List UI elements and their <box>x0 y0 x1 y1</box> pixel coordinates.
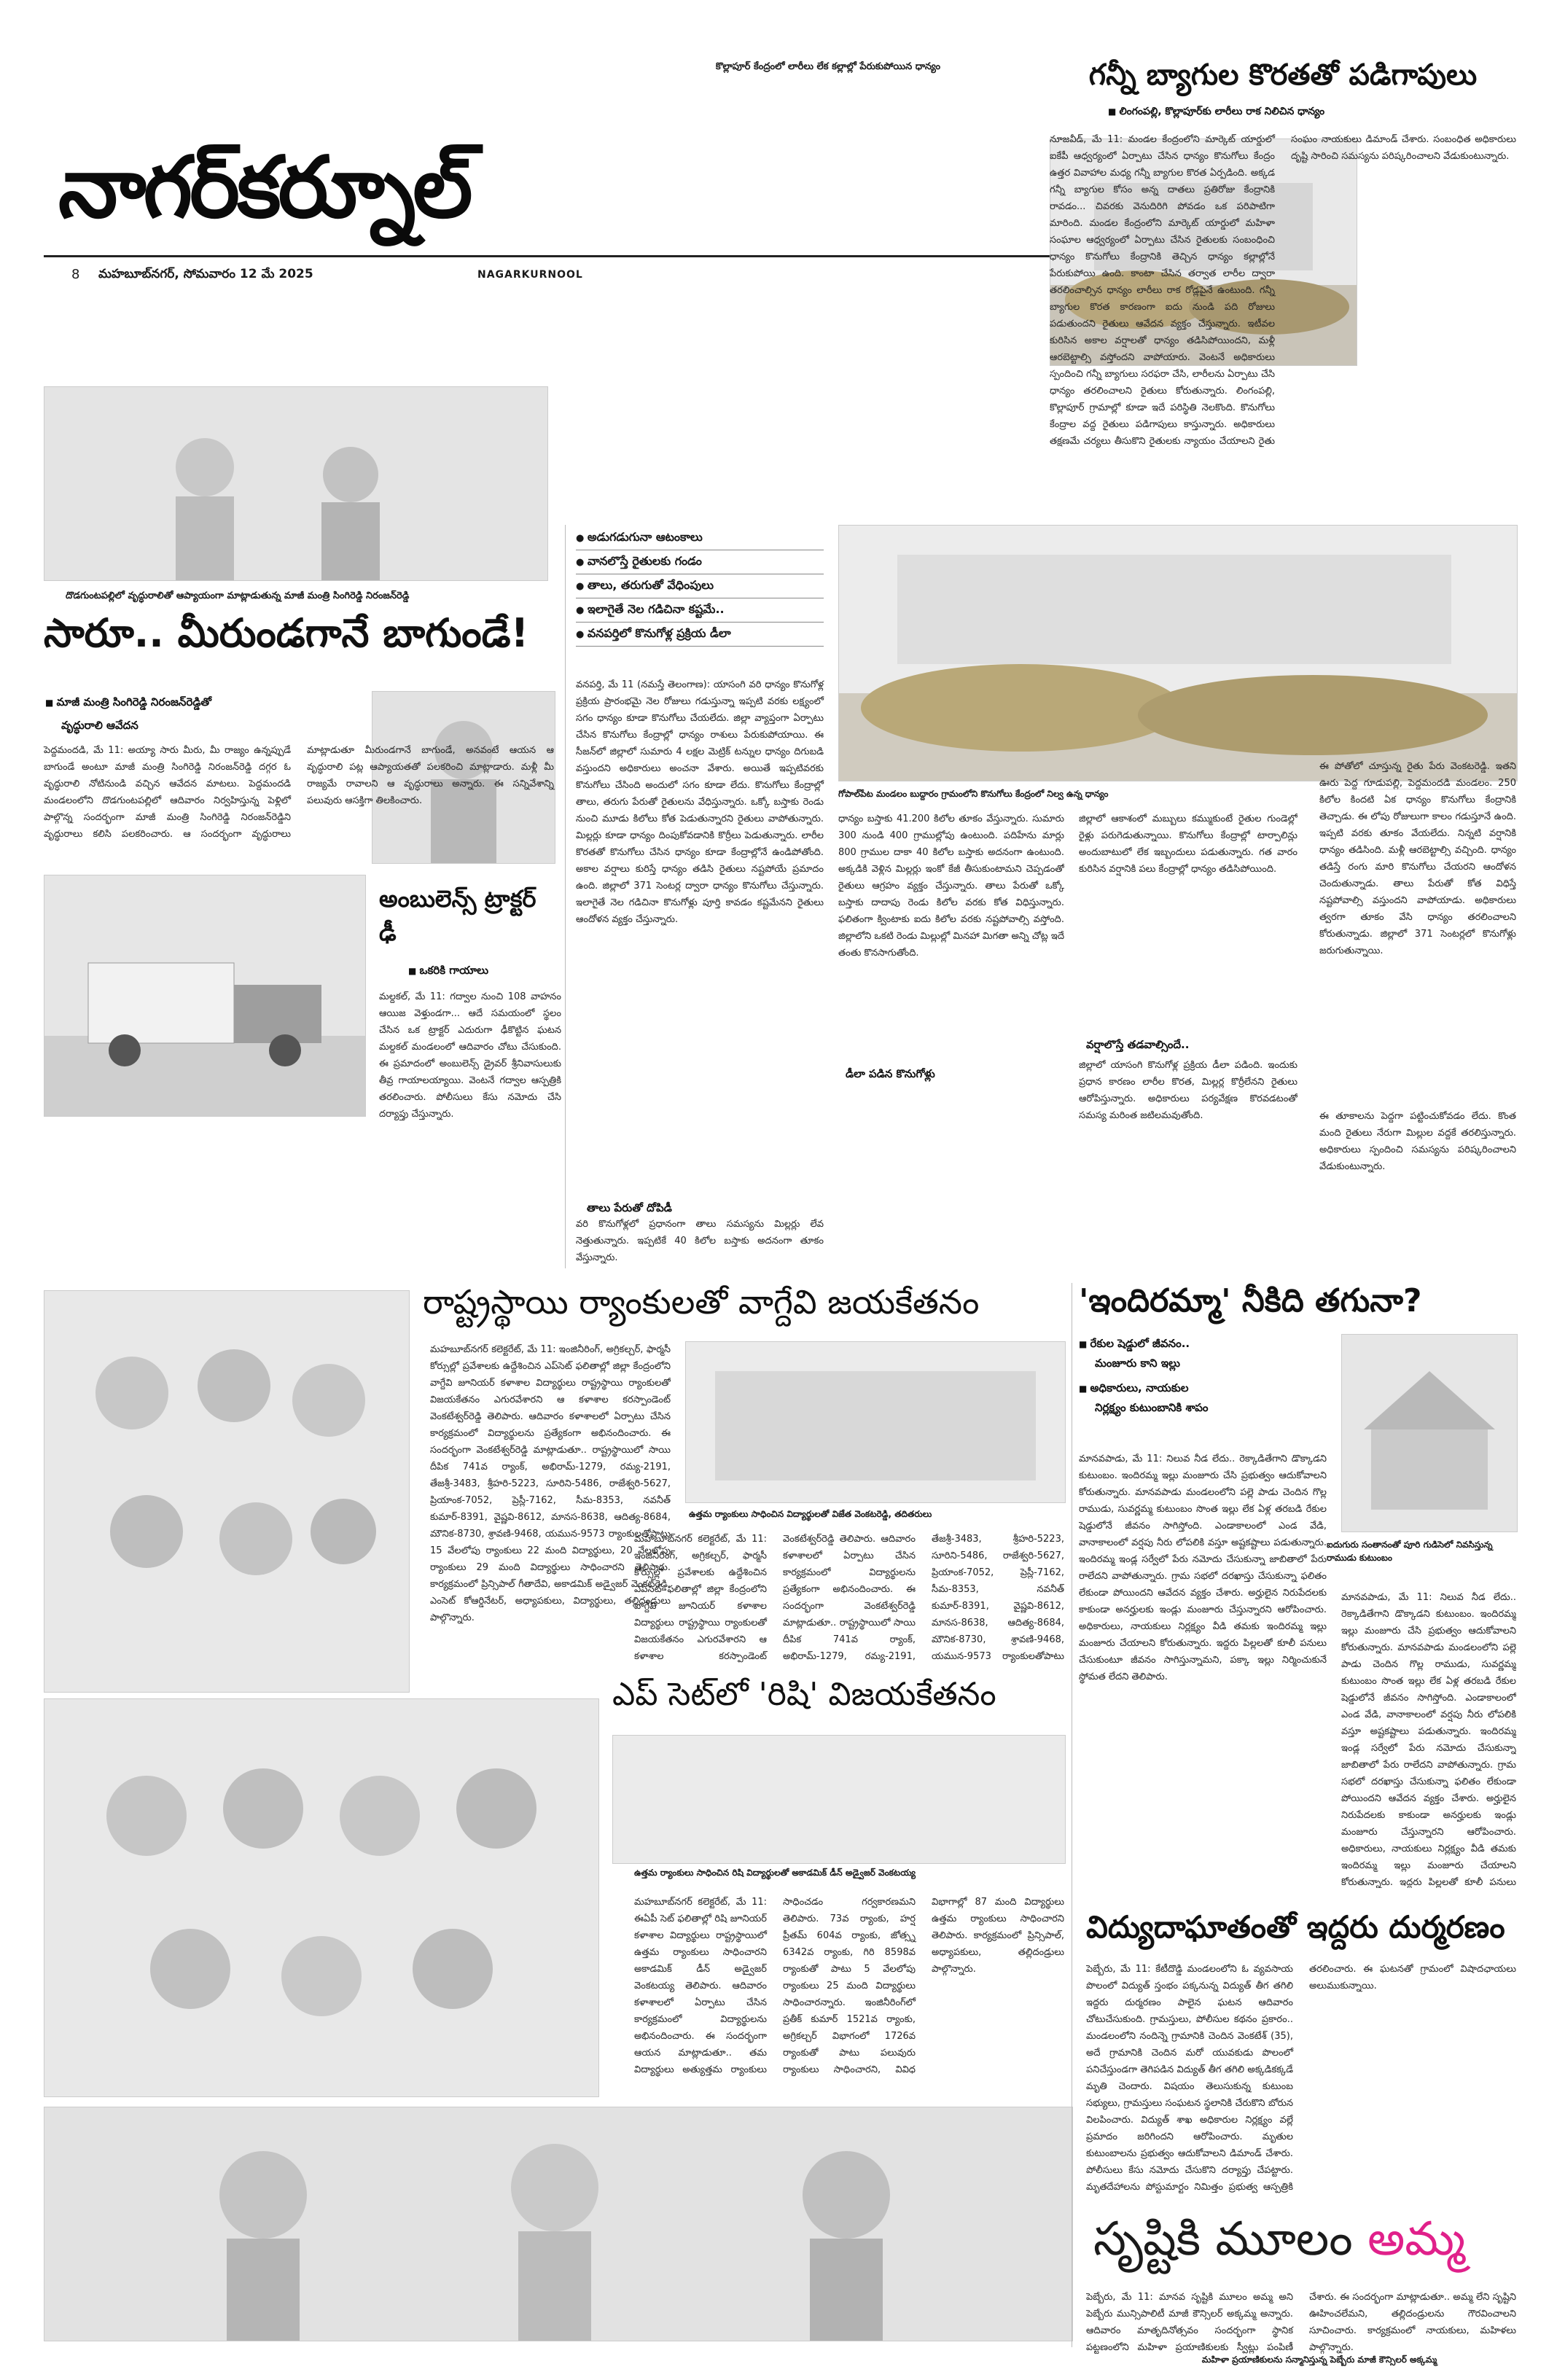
ap-headline: ఎప్ సెట్‌లో 'రిషి' విజయకేతనం <box>612 1676 996 1713</box>
gunny-deck: ■ లింగంపల్లి, కొల్లాపూర్‌కు లారీలు రాక నిలిచిన ధాన్యం <box>1108 102 1516 121</box>
indiramma-photo <box>1341 1334 1518 1532</box>
gopal-caption: గోపాల్‌పేట మండలం బుద్దారం గ్రామంలోని కొనుగోలు కేంద్రంలో నిల్వ ఉన్న ధాన్యం <box>838 789 1109 799</box>
amma-headline <box>1093 2212 1516 2266</box>
ap-photo-2 <box>612 1735 1066 1864</box>
gopal-subhead-1: వర్షాలొస్తే తడవాల్సిందే.. <box>1086 1038 1190 1051</box>
obstacles-item: ● వానలొస్తే రైతులకు గండం <box>576 550 824 574</box>
obstacles-photo-art <box>839 526 1517 781</box>
rank-photo-left-art <box>44 1291 409 1692</box>
indiramma-bullet: నిర్లక్ష్యం కుటుంబానికి శాపం <box>1095 1401 1209 1414</box>
obstacles-item: ● ఇలాగైతే నెల గడిచినా కష్టమే.. <box>576 598 824 623</box>
saaru-body: పెద్దమందడి, మే 11: అయ్యా సారు మీరు, మీ రాజ్యం ఉన్నప్పుడే బాగుండే అంటూ మాజీ మంత్రి సింగిరెడ్డి నిరంజన్‌రెడ్డి దగ్గర ఓ వృద్ధురాలి నోటినుండి వచ్చిన ఆవేదన మాటలు. పెద్దమందడి మండలంలోని దొడగుంటపల్లిలో ఆదివారం నిర్వహిస్తున్న పెళ్లిలో పాల్గొన్న సందర్భంగా మాజీ మంత్రి సింగిరెడ్డి నిరంజన్‌రెడ్డిని వృద్ధురాలు కలిసి పలకరించారు. ఆ సందర్భంగా వృద్ధురాలు మాట్లాడుతూ మీరుండగానే బాగుండే, అనవంటే ఆయన ఆ వృద్ధురాలి పట్ల ఆప్యాయతతో పలకరించి మాట్లాడారు. మళ్లీ మీ రాజ్యమే రావాలని ఆ వృద్ధురాలు అన్నారు. ఈ సన్నివేశాన్ని పలువురు ఆసక్తిగా తిలకించారు. <box>44 745 554 840</box>
rank-photo-left <box>44 1290 410 1693</box>
saaru-bullet-1: ■ మాజీ మంత్రి సింగిరెడ్డి నిరంజన్‌రెడ్డితో <box>45 692 337 712</box>
saaru-headline: సారూ.. మీరుండగానే బాగుండే! <box>44 610 529 656</box>
rank-body-2: మహబూబ్‌నగర్ కలెక్టరేట్, మే 11: ఇంజినీరింగ్, అగ్రికల్చర్, ఫార్మసీ కోర్సుల్లో ప్రవేశాలకు ఉద్దేశించిన ఎప్‌సెట్ ఫలితాల్లో జిల్లా కేంద్రంలోని వాగ్దేవి జూనియర్ కళాశాల విద్యార్థులు రాష్ట్రస్థాయి ర్యాంకులతో విజయకేతనం ఎగురవేశారని ఆ కళాశాల కరస్పాండెంట్ వెంకటేశ్వర్‌రెడ్డి తెలిపారు. ఆదివారం కళాశాలలో ఏర్పాటు చేసిన కార్యక్రమంలో విద్యార్థులను ప్రత్యేకంగా అభినందించారు. ఈ సందర్భంగా వెంకటేశ్వర్‌రెడ్డి మాట్లాడుతూ.. రాష్ట్రస్థాయిలో సాయి దీపిక 741వ ర్యాంక్, అభిరామ్-1279, రమ్య-2191, తేజశ్రీ-3483, శ్రీహరి-5223, సూరిని-5486, రాజేశ్వరి-5627, ప్రియాంక-7052, ప్రెస్లీ-7162, సీమ-8353, నవనీత్ కుమార్-8391, వైష్ణవి-8612, మానస-8638, ఆదిత్య-8684, మౌనిక-8730, శ్రావణి-9468, యమున-9573 ర్యాంకులతోపాటు <box>634 1534 1064 1662</box>
ap-caption: ఉత్తమ ర్యాంకులు సాధించిన రిషి విద్యార్థులతో అకాడమిక్ డీన్ అడ్వైజర్ వెంకటయ్య <box>634 1868 916 1878</box>
indiramma-caption: ఐదుగురు సంతానంతో పూరి గుడిసెలో నివసిస్తున్న రాముడు కుటుంబం <box>1327 1540 1493 1563</box>
gopal-body-3: జిల్లాలో యాసంగి కొనుగోళ్ల ప్రక్రియ డీలా పడింది. ఇందుకు ప్రధాన కారణం లారీల కొరత, మిల్లర్ల కొర్రీలేనని రైతులు ఆరోపిస్తున్నారు. అధికారులు పర్యవేక్షణ కొరవడటంతో సమస్య మరింత జటిలమవుతోంది. <box>1079 1060 1298 1121</box>
page-number: 8 <box>71 267 80 282</box>
rank-body: మహబూబ్‌నగర్ కలెక్టరేట్, మే 11: ఇంజినీరింగ్, అగ్రికల్చర్, ఫార్మసీ కోర్సుల్లో ప్రవేశాలకు ఉద్దేశించిన ఎప్‌సెట్ ఫలితాల్లో జిల్లా కేంద్రంలోని వాగ్దేవి జూనియర్ కళాశాల విద్యార్థులు రాష్ట్రస్థాయి ర్యాంకులతో విజయకేతనం ఎగురవేశారని ఆ కళాశాల కరస్పాండెంట్ వెంకటేశ్వర్‌రెడ్డి తెలిపారు. ఆదివారం కళాశాలలో ఏర్పాటు చేసిన కార్యక్రమంలో విద్యార్థులను ప్రత్యేకంగా అభినందించారు. ఈ సందర్భంగా వెంకటేశ్వర్‌రెడ్డి మాట్లాడుతూ.. రాష్ట్రస్థాయిలో సాయి దీపిక 741వ ర్యాంక్, అభిరామ్-1279, రమ్య-2191, తేజశ్రీ-3483, శ్రీహరి-5223, సూరిని-5486, రాజేశ్వరి-5627, ప్రియాంక-7052, ప్రెస్లీ-7162, సీమ-8353, నవనీత్ కుమార్-8391, వైష్ణవి-8612, మానస-8638, ఆదిత్య-8684, మౌనిక-8730, శ్రావణి-9468, యమున-9573 ర్యాంకులతోపాటు 15 వేలలోపు ర్యాంకులు 22 మంది విద్యార్థులు, 20 వేలలోపు ర్యాంకులు 29 మంది విద్యార్థులు సాధించారని తెలిపారు. కార్యక్రమంలో ప్రిన్సిపాల్ గీతాదేవి, అకాడమిక్ అడ్వైజర్ వెంకట్‌రెడ్డి, ఎంసెట్ కోఆర్డినేటర్, అధ్యాపకులు, విద్యార్థులు, తల్లిదండ్రులు పాల్గొన్నారు. <box>430 1344 671 1623</box>
edition-label: NAGARKURNOOL <box>477 269 583 281</box>
gunny-headline: గన్నీ బ్యాగుల కొరతతో పడిగాపులు <box>1088 58 1478 92</box>
amma-photo <box>44 2107 1073 2341</box>
obstacles-item: ● తాలు, తరుగుతో వేధింపులు <box>576 574 824 598</box>
rank-headline: రాష్ట్రస్థాయి ర్యాంకులతో వాగ్దేవి జయకేతనం <box>423 1282 980 1322</box>
right-column-body: ఈ పోతోలో చూస్తున్న రైతు పేరు వెంకటరెడ్డి. ఇతని ఊరు పెద్ద గూడుపల్లి, పెద్దమందడి మండలం. 250 కిలోల కిందటి ఏక ధాన్యం కొనుగోలు కేంద్రానికి తెచ్చాడు. ఈ లోపు రోజులుగా కాలం గడుస్తూనే ఉంది. ఇప్పటి వరకు తూకం వేయలేదు. నిన్నటి వర్షానికి ధాన్యం తడిసింది. మళ్లీ ఆరబెట్టాల్సి వచ్చింది. ధాన్యం తడిస్తే రంగు మారి కొనుగోలు చేయరని ఆందోళన చెందుతున్నాడు. తాలు పేరుతో కోత విధిస్తే నష్టపోవాల్సి వస్తుందని వాపోయాడు. అధికారులు త్వరగా తూకం వేసి ధాన్యం తరలించాలని కోరుతున్నాడు. జిల్లాలో 371 సెంటర్లలో కొనుగోళ్లు జరుగుతున్నాయి. <box>1319 761 1516 956</box>
obstacles-photo <box>838 525 1518 781</box>
obstacles-subhead: తాలు పేరుతో దోపిడీ <box>587 1195 820 1217</box>
indiramma-bullet: ■ అధికారులు, నాయకుల <box>1079 1378 1341 1398</box>
saaru-photo <box>44 386 548 581</box>
amma-caption: మహిళా ప్రయాణికులను సన్మానిస్తున్న పెబ్బేరు మాజీ కౌన్సిలర్ అక్కమ్మ <box>1201 2354 1437 2365</box>
masthead-title: నాగర్‌కర్నూల్ <box>58 138 470 237</box>
electric-headline: విద్యుదాఘాతంతో ఇద్దరు దుర్మరణం <box>1086 1909 1505 1945</box>
right-column-body-2: ఈ తూకాలను పెద్దగా పట్టించుకోవడం లేదు. కొంత మంది రైతులు నేరుగా మిల్లుల వద్దకే తరలిస్తున్నారు. అధికారులు స్పందించి సమస్యను పరిష్కరించాలని వేడుకుంటున్నారు. <box>1319 1111 1516 1172</box>
indiramma-bullet: ■ రేకుల షెడ్డులో జీవనం.. <box>1079 1334 1341 1354</box>
electric-body: పెబ్బేరు, మే 11: కేటీదొడ్డి మండలంలోని ఓ వ్యవసాయ పొలంలో విద్యుత్ స్తంభం పక్కనున్న విద్యుత్ తీగ తగిలి ఇద్దరు దుర్మరణం పాలైన ఘటన ఆదివారం చోటుచేసుకుంది. గ్రామస్తులు, పోలీసుల కథనం ప్రకారం.. మండలంలోని నందిన్నె గ్రామానికి చెందిన వెంకటేశ్ (35), అదే గ్రామానికి చెందిన మరో యువకుడు పొలంలో పనిచేస్తుండగా తెగిపడిన విద్యుత్ తీగ తగిలి అక్కడికక్కడే మృతి చెందారు. విషయం తెలుసుకున్న కుటుంబ సభ్యులు, గ్రామస్తులు సంఘటన స్థలానికి చేరుకొని బోరున విలపించారు. విద్యుత్ శాఖ అధికారుల నిర్లక్ష్యం వల్లే ప్రమాదం జరిగిందని ఆరోపించారు. మృతుల కుటుంబాలను ప్రభుత్వం ఆదుకోవాలని డిమాండ్ చేశారు. పోలీసులు కేసు నమోదు చేసుకొని దర్యాప్తు చేపట్టారు. మృతదేహాలను పోస్టుమార్టం నిమిత్తం ప్రభుత్వ ఆస్పత్రికి తరలించారు. ఈ ఘటనతో గ్రామంలో విషాదఛాయలు అలుముకున్నాయి. <box>1086 1964 1516 2193</box>
rank-caption: ఉత్తమ ర్యాంకులు సాధించిన విద్యార్థులతో విజేత వెంకటరెడ్డి, తదితరులు <box>689 1509 932 1519</box>
indiramma-body-2: మానవపాడు, మే 11: నిలువ నీడ లేదు.. రెక్కాడితేగాని డొక్కాడని కుటుంబం. ఇందిరమ్మ ఇల్లు మంజూరు చేసి ప్రభుత్వం ఆదుకోవాలని కోరుతున్నారు. మానవపాడు మండలంలోని పల్లె పాడు చెందిన గొల్ల రాముడు, సువర్ణమ్మ కుటుంబం సొంత ఇల్లు లేక ఏళ్ల తరబడి రేకుల షెడ్డులోనే జీవనం సాగిస్తోంది. ఎండాకాలంలో ఎండ వేడి, వానాకాలంలో వర్షపు నీరు లోపలికి వస్తూ అష్టకష్టాలు పడుతున్నారు. ఇందిరమ్మ ఇండ్ల సర్వేలో పేరు నమోదు చేసుకున్నా జాబితాలో పేరు రాలేదని వాపోతున్నారు. గ్రామ సభలో దరఖాస్తు చేసుకున్నా ఫలితం లేకుండా పోయిందని ఆవేదన వ్యక్తం చేశారు. అర్హులైన నిరుపేదలకు కాకుండా అనర్హులకు ఇండ్లు మంజూరు చేస్తున్నారని ఆరోపించారు. అధికారులు, నాయకులు నిర్లక్ష్యం వీడి తమకు ఇందిరమ్మ ఇల్లు మంజూరు చేయాలని కోరుతున్నారు. ఇద్దరు పిల్లలతో కూలీ పనులు <box>1341 1592 1516 1888</box>
rank-photo-right <box>685 1341 1066 1503</box>
ap-photo-art <box>44 1699 598 2096</box>
saaru-photo-art <box>44 387 547 580</box>
gunny-body: నూజవీడ్, మే 11: మండల కేంద్రంలోని మార్కెట్ యార్డులో ఐకేపీ ఆధ్వర్యంలో ఏర్పాటు చేసిన ధాన్యం కొనుగోలు కేంద్రం ఉత్తర వివాహాల మధ్య గన్నీ బ్యాగుల కొరత ఏర్పడింది. అక్కడ గన్నీ బ్యాగుల కోసం అన్న దాతలు ప్రతిరోజు కేంద్రానికి రావడం... చివరకు వెనుదిరిగి పోవడం ఒక పరిపాటిగా మారింది. మండల కేంద్రంలోని మార్కెట్ యార్డులో మహిళా సంఘాల ఆధ్వర్యంలో ఏర్పాటు చేసిన రైతులకు సంబంధించి ధాన్యం కొనుగోలు కేంద్రానికి తెచ్చిన ధాన్యం కల్లాల్లోనే పేరుకుపోయి ఉంది. కాంటా చేసిన తర్వాత లారీల ద్వారా తరలించాల్సిన ధాన్యం లారీలు రాక రోడ్లపైనే ఉంటుంది. గన్నీ బ్యాగుల కొరత కారణంగా ఐదు నుండి పది రోజులు పడుతుందని రైతులు ఆవేదన వ్యక్తం చేస్తున్నారు. ఇటీవల కురిసిన అకాల వర్షాలతో ధాన్యం తడిసిపోయిందని, మళ్లీ ఆరబెట్టాల్సి వస్తోందని వాపోయారు. వెంటనే అధికారులు స్పందించి గన్నీ బ్యాగులు సరఫరా చేసి, లారీలను ఏర్పాటు చేసి ధాన్యం తరలించాలని రైతులు కోరుతున్నారు. లింగంపల్లి, కొల్లాపూర్ గ్రామాల్లో కూడా ఇదే పరిస్థితి నెలకొంది. కొనుగోలు కేంద్రాల వద్ద రైతులు పడిగాపులు కాస్తున్నారు. అధికారులు తక్షణమే చర్యలు తీసుకొని రైతులకు న్యాయం చేయాలని రైతు సంఘం నాయకులు డిమాండ్ చేశారు. సంబంధిత అధికారులు దృష్టి సారించి సమస్యను పరిష్కరించాలని వేడుకుంటున్నారు. <box>1050 134 1516 447</box>
amma-photo-art <box>44 2107 1072 2341</box>
ambulance-body: మల్దకల్, మే 11: గద్వాల నుంచి 108 వాహనం ఆయిజ వెళ్తుండగా... ఆదే సమయంలో స్థలం చేసిన ఒక ట్రాక్టర్ ఎదురుగా ఢీకొట్టిన ఘటన మల్దకల్ మండలంలో ఆదివారం చోటు చేసుకుంది. ఈ ప్రమాదంలో అంబులెన్స్ డ్రైవర్ శ్రీనివాసులుకు తీవ్ర గాయాలయ్యాయి. వెంటనే గద్వాల ఆస్పత్రికి తరలించారు. పోలీసులు కేసు నమోదు చేసి దర్యాప్తు చేస్తున్నారు. <box>379 991 561 1120</box>
rank-photo-right-art <box>686 1342 1065 1502</box>
gopal-body: ధాన్యం బస్తాకు 41.200 కిలోల తూకం వేస్తున్నారు. సుమారు 300 నుండి 400 గ్రాముల్లోపు ఉంటుంది. పదిహేను మార్లు 800 గ్రాముల దాకా 40 కిలోల బస్తాకు అదనంగా ఉంటుంది. అక్కడికి వెళ్లిన మిల్లర్లు ఇంకో కేజీ తీసుకుంటామని చెప్పడంతో రైతులు ఆగ్రహం వ్యక్తం చేస్తున్నారు. తాలు పేరుతో ఒక్కో బస్తాకు దాదాపు రెండు కిలోల వరకు కోత విధిస్తున్నారు. ఫలితంగా క్వింటాకు ఐదు కిలోల వరకు నష్టపోవాల్సి వస్తోంది. జిల్లాలోని ఒకటి రెండు మిల్లుల్లో మినహా మిగతా అన్ని చోట్ల ఇదే తంతు కొనసాగుతోంది. <box>838 814 1064 959</box>
masthead-rule <box>44 255 1064 257</box>
ambulance-photo <box>44 875 366 1117</box>
amma-body: పెబ్బేరు, మే 11: మానవ సృష్టికి మూలం అమ్మ అని పెబ్బేరు మున్సిపాలిటీ మాజీ కౌన్సిలర్ అక్కమ్మ అన్నారు. ఆదివారం మాతృదినోత్సవం సందర్భంగా స్థానిక పట్టణంలోని మహిళా ప్రయాణికులకు స్వీట్లు పంపిణీ చేశారు. ఈ సందర్భంగా మాట్లాడుతూ.. అమ్మ లేని సృష్టిని ఊహించలేమని, తల్లిదండ్రులను గౌరవించాలని సూచించారు. కార్యక్రమంలో నాయకులు, మహిళలు పాల్గొన్నారు. <box>1086 2292 1516 2353</box>
amma-headline-main: సృష్టికి మూలం <box>1093 2212 1353 2266</box>
indiramma-body: మానవపాడు, మే 11: నిలువ నీడ లేదు.. రెక్కాడితేగాని డొక్కాడని కుటుంబం. ఇందిరమ్మ ఇల్లు మంజూరు చేసి ప్రభుత్వం ఆదుకోవాలని కోరుతున్నారు. మానవపాడు మండలంలోని పల్లె పాడు చెందిన గొల్ల రాముడు, సువర్ణమ్మ కుటుంబం సొంత ఇల్లు లేక ఏళ్ల తరబడి రేకుల షెడ్డులోనే జీవనం సాగిస్తోంది. ఎండాకాలంలో ఎండ వేడి, వానాకాలంలో వర్షపు నీరు లోపలికి వస్తూ అష్టకష్టాలు పడుతున్నారు. ఇందిరమ్మ ఇండ్ల సర్వేలో పేరు నమోదు చేసుకున్నా జాబితాలో పేరు రాలేదని వాపోతున్నారు. గ్రామ సభలో దరఖాస్తు చేసుకున్నా ఫలితం లేకుండా పోయిందని ఆవేదన వ్యక్తం చేశారు. అర్హులైన నిరుపేదలకు కాకుండా అనర్హులకు ఇండ్లు మంజూరు చేస్తున్నారని ఆరోపించారు. అధికారులు, నాయకులు నిర్లక్ష్యం వీడి తమకు ఇందిరమ్మ ఇల్లు మంజూరు చేయాలని కోరుతున్నారు. ఇద్దరు పిల్లలతో కూలీ పనులు చేసుకుంటూ జీవనం సాగిస్తున్నామని, పక్కా ఇల్లు నిర్మించుకునే స్థోమత లేదని తెలిపారు. <box>1079 1454 1327 1682</box>
amma-headline-accent: అమ్మ <box>1367 2212 1466 2266</box>
obstacles-item: ● అడుగడుగునా ఆటంకాలు <box>576 526 824 550</box>
masthead-teaser: కొల్లాపూర్ కేంద్రంలో లారీలు లేక కల్లాల్లో పేరుకుపోయిన ధాన్యం <box>715 61 941 72</box>
gunny-story <box>1050 58 1516 121</box>
dateline: మహబూబ్‌నగర్, సోమవారం 12 మే 2025 <box>98 267 313 281</box>
gopal-body-2: జిల్లాలో ఆకాశంలో మబ్బులు కమ్ముకుంటే రైతుల గుండెల్లో రైళ్లు పరుగెడుతున్నాయి. కొనుగోలు కేంద్రాల్లో టార్పాలిన్లు అందుబాటులో లేక ఇబ్బందులు పడుతున్నారు. గత వారం కురిసిన వర్షానికి పలు కేంద్రాల్లో ధాన్యం తడిసిపోయింది. <box>1079 814 1298 875</box>
ambulance-headline: అంబులెన్స్‌ ట్రాక్టర్ ఢీ <box>379 885 536 946</box>
saaru-kicker: దొడగుంటపల్లిలో వృద్ధురాలితో ఆప్యాయంగా మాట్లాడుతున్న మాజీ మంత్రి సింగిరెడ్డి నిరంజన్‌రెడ్డి <box>66 590 410 601</box>
indiramma-bullet: మంజూరు కాని ఇల్లు <box>1095 1357 1180 1370</box>
obstacles-body-2: వరి కొనుగోళ్లలో ప్రధానంగా తాలు సమస్యను మిల్లర్లు లేవ నెత్తుతున్నారు. ఇప్పటికే 40 కిలోల బస్తాకు అదనంగా తూకం వేస్తున్నారు. <box>576 1216 824 1274</box>
ap-body: మహబూబ్‌నగర్ కలెక్టరేట్, మే 11: ఈఏపీ సెట్ ఫలితాల్లో రిషి జూనియర్ కళాశాల విద్యార్థులు రాష్ట్రస్థాయిలో ఉత్తమ ర్యాంకులు సాధించారని అకాడమిక్ డీన్ అడ్వైజర్ వెంకటయ్య తెలిపారు. ఆదివారం కళాశాలలో ఏర్పాటు చేసిన కార్యక్రమంలో విద్యార్థులను అభినందించారు. ఈ సందర్భంగా ఆయన మాట్లాడుతూ.. తమ విద్యార్థులు అత్యుత్తమ ర్యాంకులు సాధించడం గర్వకారణమని తెలిపారు. 73వ ర్యాంకు, హర్ష ప్రీతమ్ 604వ ర్యాంకు, జోత్స్న 6342వ ర్యాంకు, గిరి 8598వ ర్యాంకుతో పాటు 5 వేలలోపు ర్యాంకులు 25 మంది విద్యార్థులు సాధించారన్నారు. ఇంజినీరింగ్‌లో ప్రతీక్ కుమార్ 1521వ ర్యాంకు, అగ్రికల్చర్ విభాగంలో 1726వ ర్యాంకుతో పాటు పలువురు ర్యాంకులు సాధించారని, వివిధ విభాగాల్లో 87 మంది విద్యార్థులు ఉత్తమ ర్యాంకులు సాధించారని తెలిపారు. కార్యక్రమంలో ప్రిన్సిపాల్, అధ్యాపకులు, తల్లిదండ్రులు పాల్గొన్నారు. <box>634 1897 1064 2075</box>
gopal-subhead-2: డీలా పడిన కొనుగోళ్లు <box>846 1064 1035 1083</box>
indiramma-photo-art <box>1342 1335 1517 1532</box>
indiramma-headline: 'ఇందిరమ్మా' నీకిది తగునా? <box>1079 1282 1422 1319</box>
obstacles-body: వనపర్తి, మే 11 (నమస్తే తెలంగాణ): యాసంగి వరి ధాన్యం కొనుగోళ్ల ప్రక్రియ ప్రారంభమై నెల రోజులు గడుస్తున్నా ఇప్పటి వరకు లక్ష్యంలో సగం ధాన్యం కూడా కొనుగోలు చేయలేదు. జిల్లా వ్యాప్తంగా ఏర్పాటు చేసిన కొనుగోలు కేంద్రాల్లో ధాన్యం రాశులు పేరుకుపోయాయి. ఈ సీజన్‌లో జిల్లాలో సుమారు 4 లక్షల మెట్రిక్ టన్నుల ధాన్యం దిగుబడి వస్తుందని అధికారులు అంచనా వేశారు. అయితే ఇప్పటివరకు కొనుగోలు చేసింది అందులో సగం కూడా లేదు. కొనుగోలు కేంద్రాల్లో తాలు, తరుగు పేరుతో రైతులను వేధిస్తున్నారు. ఒక్కో బస్తాకు రెండు నుంచి మూడు కిలోలు కోత పెడుతున్నారని రైతులు వాపోతున్నారు. మిల్లర్లు కూడా ధాన్యం దింపుకోవడానికి కొర్రీలు పెడుతున్నారు. లారీల కొరతతో కొనుగోలు చేసిన ధాన్యం కూడా కేంద్రాల్లోనే ఉండిపోతోంది. అకాల వర్షాలు కురిస్తే ధాన్యం తడిసి రైతులు నష్టపోయే ప్రమాదం ఉంది. జిల్లాలో 371 సెంటర్ల ద్వారా ధాన్యం కొనుగోలు చేస్తున్నారు. ఇలాగైతే నెల గడిచినా కొనుగోళ్లు పూర్తి కావడం కష్టమేనని రైతులు ఆందోళన వ్యక్తం చేస్తున్నారు. <box>576 679 824 925</box>
saaru-bullet-2: వృద్ధురాలి ఆవేదన <box>61 719 138 732</box>
ap-photo <box>44 1698 599 2097</box>
column-divider <box>565 525 566 1268</box>
ambulance-photo-art <box>44 875 365 1116</box>
ambulance-bullet: ■ ఒకరికి గాయాలు <box>408 961 569 980</box>
obstacles-deck <box>576 526 824 647</box>
obstacles-item: ● వనపర్తిలో కొనుగోళ్ల ప్రక్రియ డీలా <box>576 623 824 647</box>
indiramma-deck <box>1079 1334 1341 1417</box>
